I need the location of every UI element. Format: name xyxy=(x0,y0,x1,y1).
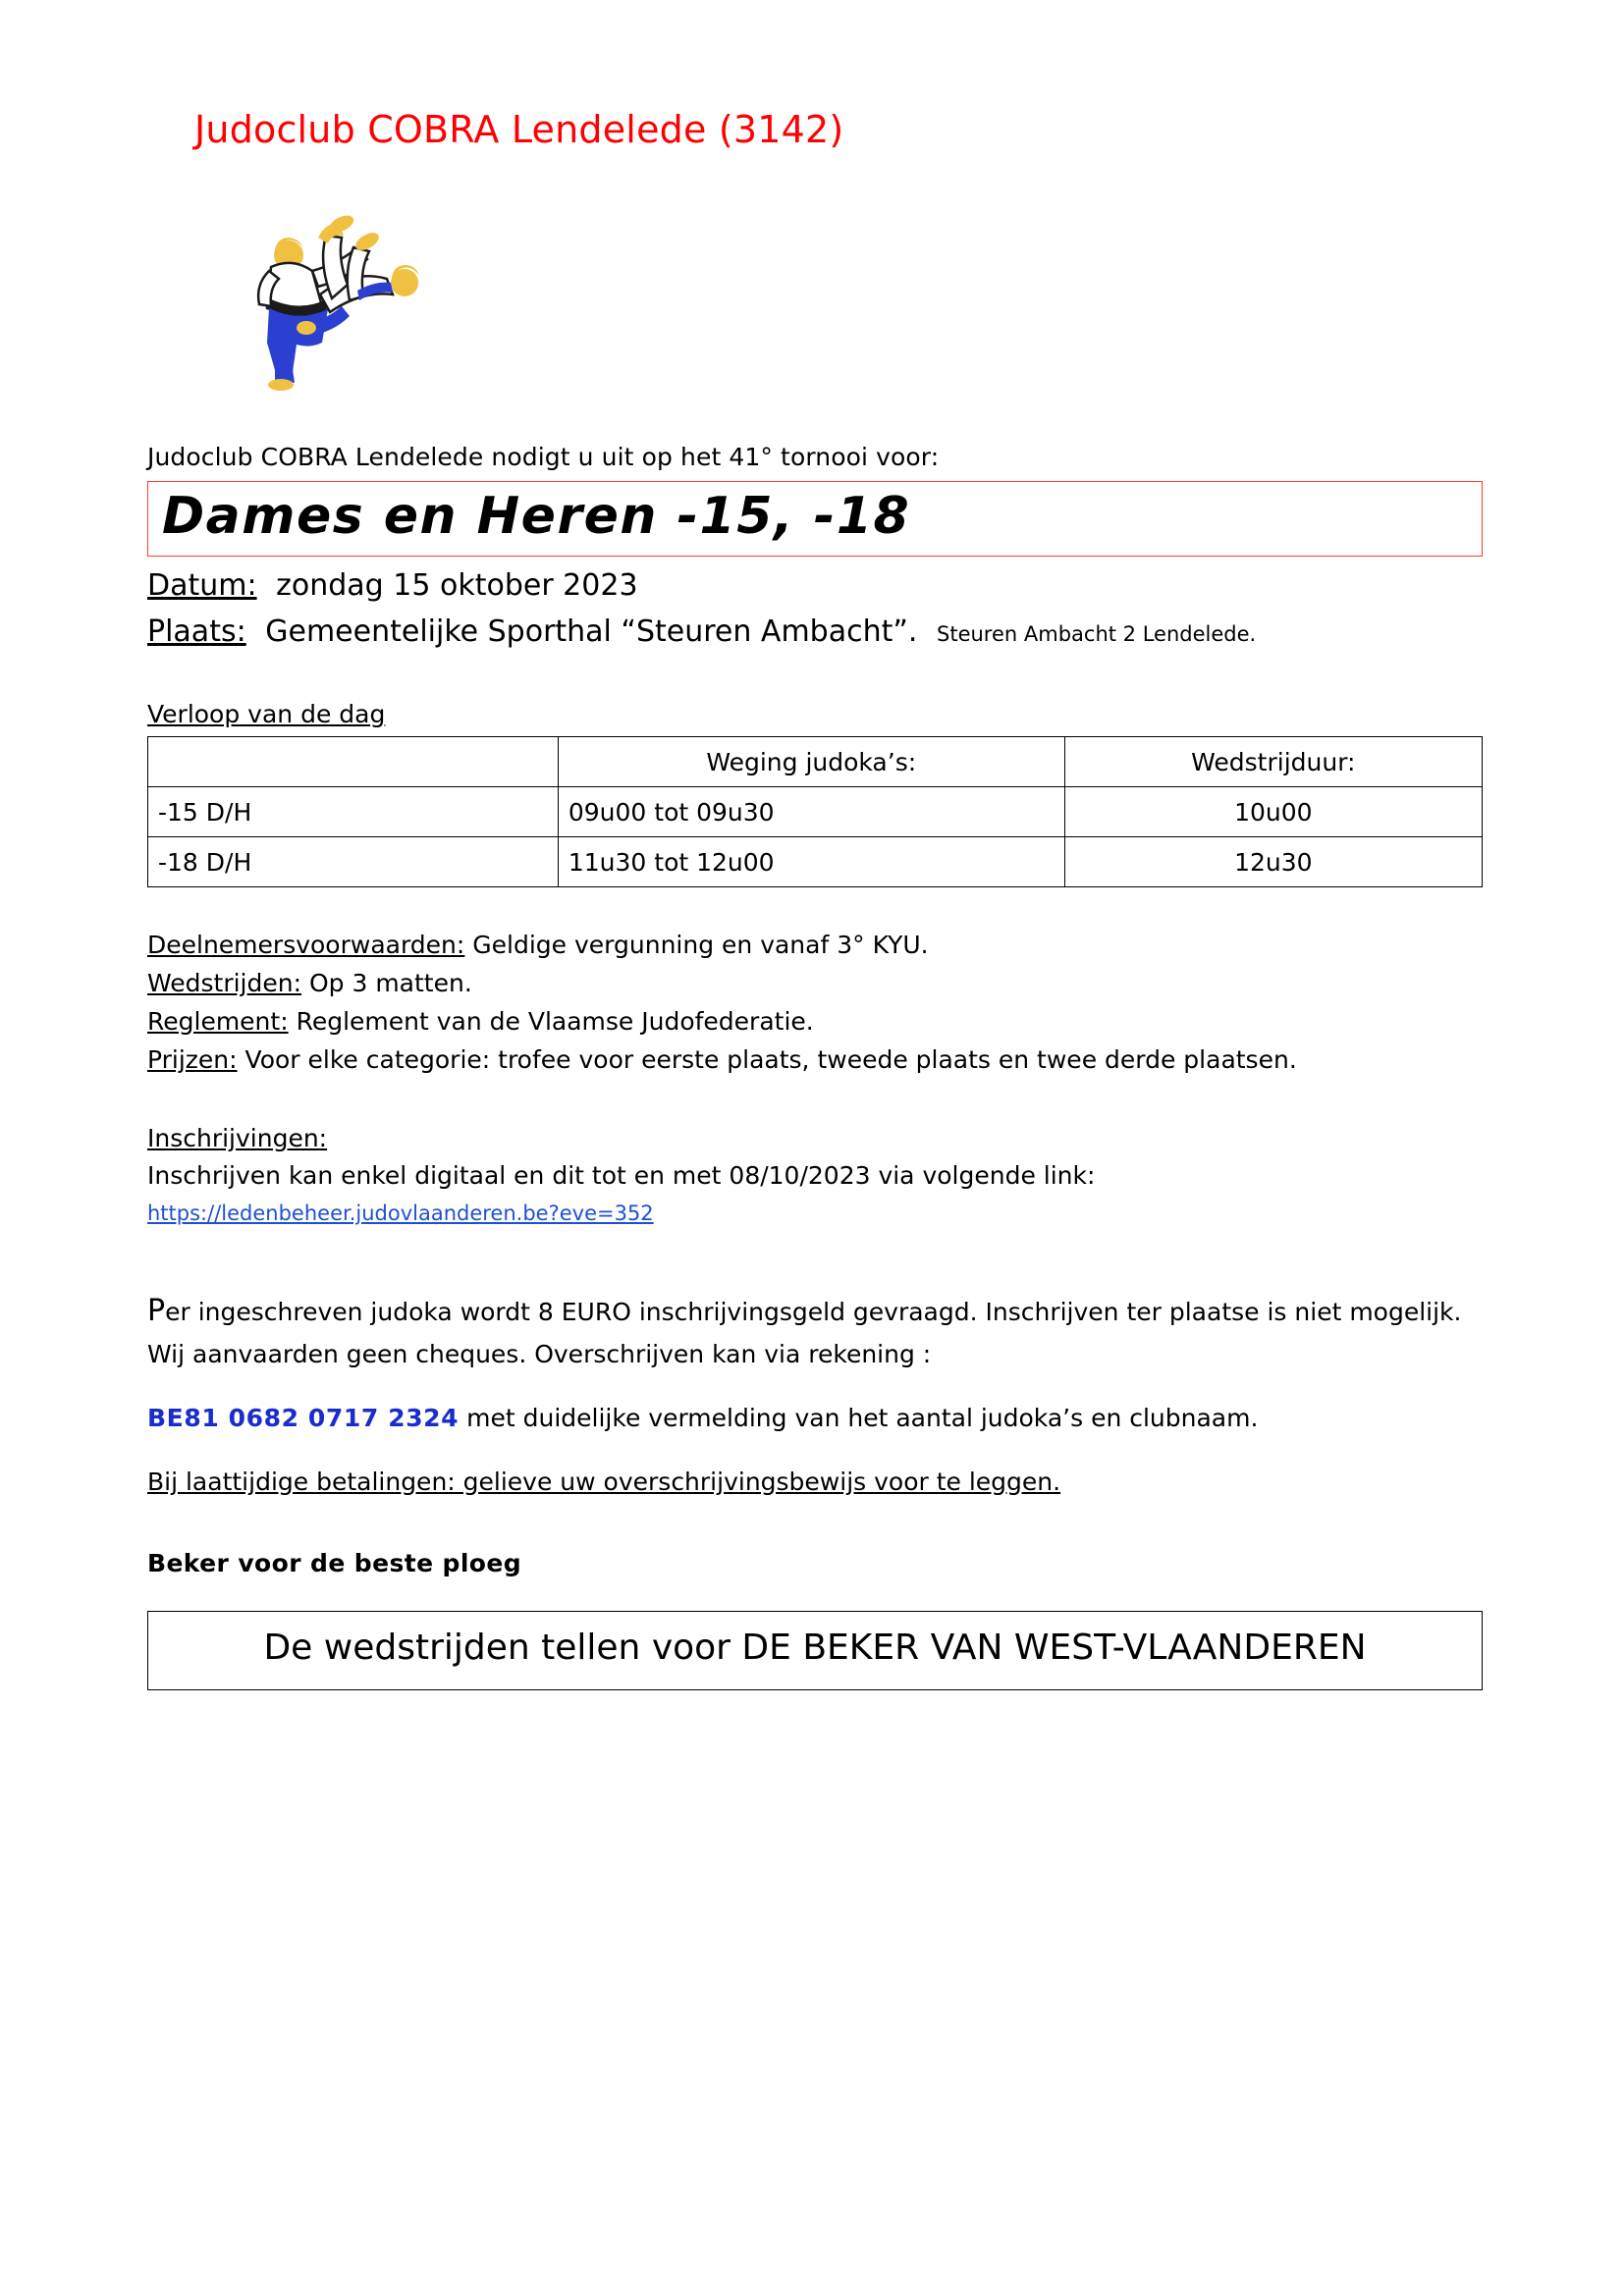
conditions-rules xyxy=(147,1003,1492,1041)
page-title: Judoclub COBRA Lendelede (3142) xyxy=(194,108,844,151)
place-label: Plaats: xyxy=(147,614,246,650)
payment-account-line xyxy=(147,1399,1502,1438)
payment-text-part1: er ingeschreven judoka wordt 8 EURO inschrijvingsgeld gevraagd. Inschrijven ter plaatse is niet mogelijk. Wij aanvaarden geen cheques. Overschrijven kan via rekening : xyxy=(147,1297,1462,1368)
table-row xyxy=(148,837,1483,887)
header-cell-wedstrijduur: Wedstrijduur: xyxy=(1064,737,1482,787)
late-payment-note: Bij laattijdige betalingen: gelieve uw overschrijvingsbewijs voor te leggen. xyxy=(147,1467,1061,1496)
schedule-table xyxy=(147,736,1483,887)
payment-text xyxy=(147,1288,1502,1374)
conditions-prizes xyxy=(147,1041,1492,1080)
conditions-rules-value: Reglement van de Vlaamse Judofederatie. xyxy=(296,1006,814,1036)
registration-block xyxy=(147,1120,1477,1231)
cell-weging: 11u30 tot 12u00 xyxy=(558,837,1064,887)
conditions-matches-value: Op 3 matten. xyxy=(308,969,472,998)
tournament-title-box xyxy=(147,481,1483,558)
payment-block xyxy=(147,1288,1502,1502)
cell-category: -15 D/H xyxy=(148,787,559,837)
registration-link[interactable]: https://ledenbeheer.judovlaanderen.be?eve=352 xyxy=(147,1201,654,1226)
cell-category: -18 D/H xyxy=(148,837,559,887)
iban-number: BE81 0682 0717 2324 xyxy=(147,1403,460,1432)
conditions-matches-label: Wedstrijden: xyxy=(147,969,302,998)
registration-heading: Inschrijvingen: xyxy=(147,1124,328,1153)
conditions-prizes-value: Voor elke categorie: trofee voor eerste plaats, tweede plaats en twee derde plaatsen. xyxy=(244,1044,1297,1074)
team-cup-note: Beker voor de beste ploeg xyxy=(147,1548,522,1577)
table-row xyxy=(148,787,1483,837)
header-cell-weging: Weging judoka’s: xyxy=(558,737,1064,787)
schedule-heading: Verloop van de dag xyxy=(147,700,386,729)
header-cell-empty xyxy=(148,737,559,787)
intro-text: Judoclub COBRA Lendelede nodigt u uit op het 41° tornooi voor: xyxy=(147,442,940,471)
conditions-participation-label: Deelnemersvoorwaarden: xyxy=(147,931,465,960)
table-header-row xyxy=(148,737,1483,787)
conditions-participation xyxy=(147,927,1492,965)
cell-duur: 12u30 xyxy=(1064,837,1482,887)
place-address-note: Steuren Ambacht 2 Lendelede. xyxy=(937,622,1257,647)
place-value: Gemeentelijke Sporthal “Steuren Ambacht”. xyxy=(265,614,918,650)
conditions-matches xyxy=(147,965,1492,1003)
cell-weging: 09u00 tot 09u30 xyxy=(558,787,1064,837)
banner-box xyxy=(147,1611,1483,1690)
conditions-rules-label: Reglement: xyxy=(147,1006,289,1036)
date-value: zondag 15 oktober 2023 xyxy=(276,568,638,604)
conditions-participation-value: Geldige vergunning en vanaf 3° KYU. xyxy=(472,931,929,960)
registration-heading-wrap xyxy=(147,1120,1477,1157)
tournament-title: Dames en Heren -15, -18 xyxy=(162,486,911,546)
conditions-block xyxy=(147,927,1492,1079)
judo-throw-illustration-icon xyxy=(194,181,440,392)
conditions-prizes-label: Prijzen: xyxy=(147,1044,238,1074)
date-line xyxy=(147,568,1477,603)
banner-text: De wedstrijden tellen voor DE BEKER VAN WEST-VLAANDEREN xyxy=(263,1627,1367,1668)
date-label: Datum: xyxy=(147,568,257,604)
place-line xyxy=(147,614,1477,649)
cell-duur: 10u00 xyxy=(1064,787,1482,837)
payment-text-part2: met duidelijke vermelding van het aantal judoka’s en clubnaam. xyxy=(466,1403,1259,1432)
late-payment-note-wrap xyxy=(147,1463,1502,1502)
registration-text: Inschrijven kan enkel digitaal en dit tot en met 08/10/2023 via volgende link: xyxy=(147,1160,1096,1190)
payment-dropcap: P xyxy=(147,1293,166,1328)
